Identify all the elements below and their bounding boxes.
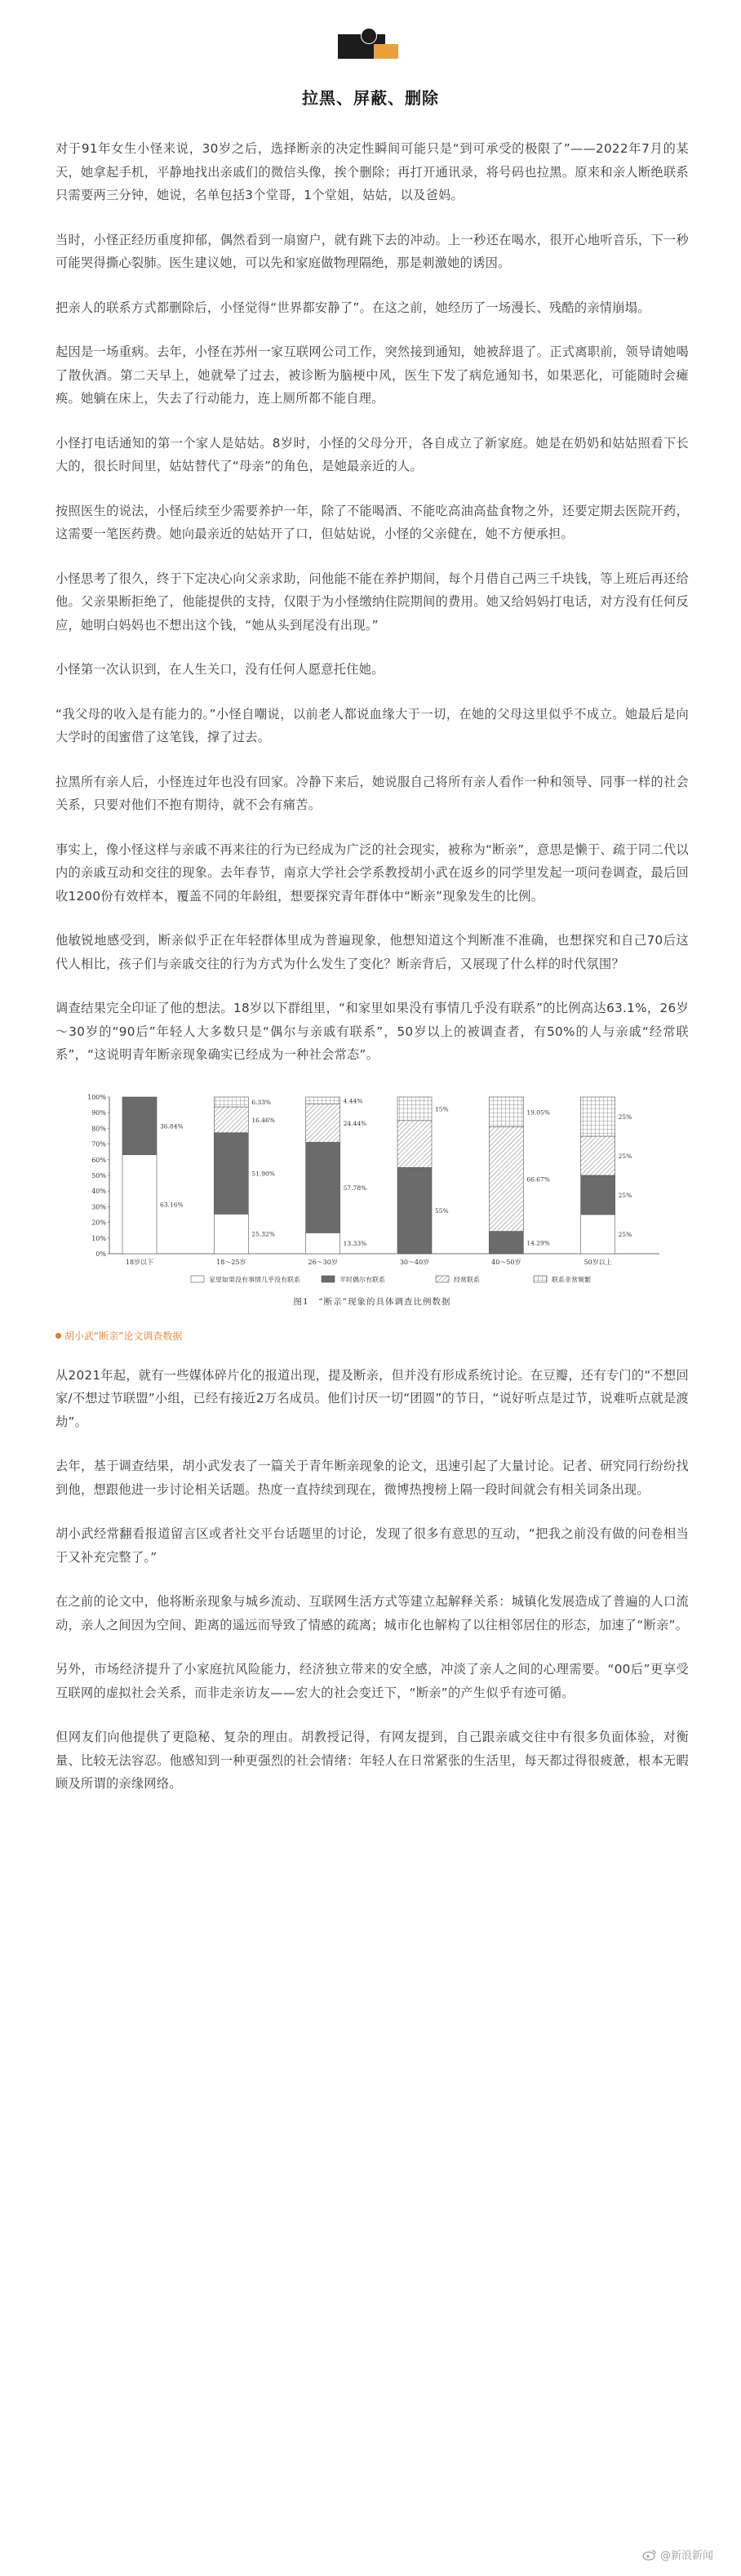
paragraph: 胡小武经常翻看报道留言区或者社交平台话题里的讨论，发现了很多有意思的互动，“把我之前没有做的问卷相当于又补充完整了。” <box>55 1526 689 1565</box>
data-label: 55% <box>435 1206 449 1215</box>
y-tick-label: 70% <box>91 1140 106 1148</box>
y-tick-label: 100% <box>87 1093 106 1101</box>
data-label: 25% <box>618 1152 632 1160</box>
x-tick-label: 40～50岁 <box>491 1258 521 1266</box>
article-body <box>55 137 689 1817</box>
data-label: 24.44% <box>343 1119 367 1127</box>
bar-segment <box>214 1096 248 1106</box>
bar-segment <box>581 1097 615 1136</box>
bar-segment <box>397 1167 432 1254</box>
paragraph: 但网友们向他提供了更隐秘、复杂的理由。胡教授记得，有网友提到，自己跟亲戚交往中有很多负面体验，对衡量、比较无法容忍。他感知到一种更强烈的社会情绪：年轻人在日常紧张的生活里，每天都过得很疲惫，根本无暇顾及所谓的亲缘网络。 <box>55 1730 689 1791</box>
bar-segment <box>581 1215 615 1254</box>
paragraph: 调查结果完全印证了他的想法。18岁以下群组里，“和家里如果没有事情几乎没有联系”的比例高达63.1%，26岁～30岁的“90后”年轻人大多数只是“偶尔与亲戚有联系”，50岁以上的被调查者，有50%的人与亲戚“经常联系”，“这说明青年断亲现象确实已经成为一种社会常态”。 <box>55 1001 689 1062</box>
bar-segment <box>489 1231 523 1253</box>
bar-segment <box>306 1232 340 1254</box>
legend-swatch <box>322 1276 335 1282</box>
data-label: 4.44% <box>343 1096 363 1104</box>
weibo-icon <box>642 2549 657 2560</box>
paragraph: 当时，小怪正经历重度抑郁，偶然看到一扇窗户，就有跳下去的冲动。上一秒还在喝水，很开心地听音乐，下一秒可能哭得撕心裂肺。医生建议她，可以先和家庭做物理隔绝，那是刺激她的诱因。 <box>55 232 689 270</box>
y-tick-label: 30% <box>91 1202 106 1210</box>
x-tick-label: 50岁以上 <box>583 1258 612 1266</box>
data-label: 19.05% <box>526 1108 550 1116</box>
data-label: 57.78% <box>343 1184 367 1192</box>
bar-segment <box>397 1097 432 1121</box>
x-tick-label: 18岁以下 <box>125 1258 154 1266</box>
paragraph: 事实上，像小怪这样与亲戚不再来往的行为已经成为广泛的社会现实，被称为“断亲”，意思是懒于、疏于同二代以内的亲戚互动和交往的现象。去年春节，南京大学社会学系教授胡小武在返乡的同学里发起一项问卷调查，最后回收1200份有效样本，覆盖不同的年龄组，想要探究青年群体中“断亲”现象发生的比例。 <box>55 842 689 904</box>
bar-segment <box>581 1175 615 1215</box>
data-label: 6.33% <box>251 1098 272 1106</box>
stacked-bar-chart <box>77 1088 668 1294</box>
data-label: 66.67% <box>526 1175 550 1184</box>
data-label: 25% <box>618 1191 632 1199</box>
watermark <box>642 2547 713 2562</box>
paragraph: 按照医生的说法，小怪后续至少需要养护一年，除了不能喝酒、不能吃高油高盐食物之外，还要定期去医院开药，这需要一笔医药费。她向最亲近的姑姑开了口，但姑姑说，小怪的父亲健在，她不方便承担。 <box>55 503 689 541</box>
paragraph: 小怪第一次认识到，在人生关口，没有任何人愿意托住她。 <box>55 662 384 677</box>
y-tick-label: 10% <box>91 1234 106 1242</box>
paragraph: 他敏锐地感受到，断亲似乎正在年轻群体里成为普遍现象，他想知道这个判断准不准确，也想探究和自己70后这代人相比，孩子们与亲戚交往的行为方式为什么发生了变化？断亲背后，又展现了什么样的时代氛围？ <box>55 933 689 971</box>
paragraph: 小怪思考了很久，终于下定决心向父亲求助，问他能不能在养护期间，每个月借自己两三千块钱，等上班后再还给他。父亲果断拒绝了，他能提供的支持，仅限于为小怪缴纳住院期间的费用。她又给妈妈打电话，对方没有任何反应，她明白妈妈也不想出这个钱，“她从头到尾没有出现。” <box>55 571 689 633</box>
data-label: 25% <box>618 1230 632 1238</box>
article-title: 拉黑、屏蔽、删除 <box>302 88 439 108</box>
chart-source-text: 胡小武“断亲”论文调查数据 <box>64 1330 183 1342</box>
legend-label: 经常联系 <box>454 1276 480 1283</box>
data-label: 14.29% <box>526 1238 550 1246</box>
bar-segment <box>581 1136 615 1175</box>
paragraph: 另外，市场经济提升了小家庭抗风险能力，经济独立带来的安全感，冲淡了亲人之间的心理需要。“00后”更享受互联网的虚拟社会关系，而非走亲访友——宏大的社会变迁下，“断亲”的产生似乎有迹可循。 <box>55 1662 689 1700</box>
paragraph: “我父母的收入是有能力的。”小怪自嘲说，以前老人都说血缘大于一切，在她的父母这里似乎不成立。她最后是向大学时的闺蜜借了这笔钱，撑了过去。 <box>55 706 689 744</box>
chart-figure <box>55 1088 689 1308</box>
bar-segment <box>489 1096 523 1126</box>
bar-segment <box>214 1132 248 1214</box>
bar-segment <box>306 1142 340 1232</box>
data-label: 25.32% <box>251 1230 275 1238</box>
bar-segment <box>122 1154 157 1253</box>
paragraph: 从2021年起，就有一些媒体碎片化的报道出现，提及断亲，但并没有形成系统讨论。在豆瓣，还有专门的“不想回家/不想过节联盟”小组，已经有接近2万名成员。他们讨厌一切“团圆”的节日，“说好听点是过节，说难听点就是渡劫”。 <box>55 1367 689 1429</box>
legend-label: 家里如果没有事情几乎没有联系 <box>209 1276 300 1283</box>
y-tick-label: 60% <box>91 1156 106 1164</box>
legend-swatch <box>534 1276 547 1282</box>
data-label: 15% <box>435 1104 449 1113</box>
legend-label: 联系非常频繁 <box>552 1276 591 1283</box>
chart-caption: 图1 “断亲”现象的具体调查比例数据 <box>293 1296 451 1307</box>
y-tick-label: 0% <box>95 1250 106 1258</box>
paragraph: 起因是一场重病。去年，小怪在苏州一家互联网公司工作，突然接到通知，她被辞退了。正式离职前，领导请她喝了散伙酒。第二天早上，她就晕了过去，被诊断为脑梗中风，医生下发了病危通知书，如果恶化，可能随时会瘫痪。她躺在床上，失去了行动能力，连上厕所都不能自理。 <box>55 344 689 406</box>
y-tick-label: 90% <box>91 1108 106 1117</box>
data-label: 51.90% <box>251 1170 275 1178</box>
chart-source <box>55 1329 689 1343</box>
bar-segment <box>214 1107 248 1133</box>
paragraph: 小怪打电话通知的第一个家人是姑姑。8岁时，小怪的父母分开，各自成立了新家庭。她是在奶奶和姑姑照看下长大的，很长时间里，姑姑替代了“母亲”的角色，是她最亲近的人。 <box>55 435 689 473</box>
source-dot-icon <box>55 1333 61 1339</box>
data-label: 25% <box>618 1113 632 1121</box>
paragraph: 把亲人的联系方式都删除后，小怪觉得“世界都安静了”。在这之前，她经历了一场漫长、残酷的亲情崩塌。 <box>55 300 650 315</box>
legend-swatch <box>436 1276 449 1282</box>
legend-swatch <box>191 1276 204 1282</box>
bar-segment <box>489 1126 523 1231</box>
bar-segment <box>122 1097 157 1155</box>
legend-label: 平时偶尔有联系 <box>339 1276 385 1283</box>
logo-icon <box>333 24 408 62</box>
x-tick-label: 30～40岁 <box>399 1258 430 1266</box>
x-tick-label: 26～30岁 <box>308 1258 338 1266</box>
x-tick-label: 18～25岁 <box>216 1258 246 1266</box>
paragraph: 拉黑所有亲人后，小怪连过年也没有回家。冷静下来后，她说服自己将所有亲人看作一种和领导、同事一样的社会关系，只要对他们不抱有期待，就不会有痛苦。 <box>55 774 689 812</box>
data-label: 16.46% <box>251 1116 275 1124</box>
bar-segment <box>397 1120 432 1167</box>
y-tick-label: 40% <box>91 1187 106 1195</box>
bar-segment <box>306 1097 340 1104</box>
y-tick-label: 80% <box>91 1124 106 1132</box>
bar-segment <box>214 1214 248 1254</box>
data-label: 63.16% <box>160 1200 184 1208</box>
bar-segment <box>306 1104 340 1142</box>
paragraph: 去年，基于调查结果，胡小武发表了一篇关于青年断亲现象的论文，迅速引起了大量讨论。记者、研究同行纷纷找到他，想跟他进一步讨论相关话题。热度一直持续到现在，微博热搜榜上隔一段时间就会有相关词条出现。 <box>55 1459 689 1497</box>
y-tick-label: 20% <box>91 1219 106 1227</box>
data-label: 13.33% <box>343 1239 367 1247</box>
data-label: 36.84% <box>160 1121 184 1130</box>
paragraph: 在之前的论文中，他将断亲现象与城乡流动、互联网生活方式等建立起解释关系：城镇化发展造成了普遍的人口流动，亲人之间因为空间、距离的遥远而导致了情感的疏离；城市化也解构了以往相邻居住的形态，加速了“断亲”。 <box>55 1594 689 1632</box>
article-paragraphs <box>55 137 689 1067</box>
paragraph: 对于91年女生小怪来说，30岁之后，选择断亲的决定性瞬间可能只是“到可承受的极限了”——2022年7月的某天，她拿起手机，平静地找出亲戚们的微信头像，挨个删除；再打开通讯录，将号码也拉黑。原来和亲人断绝联系只需要两三分钟，她说，名单包括3个堂哥，1个堂姐，姑姑，以及爸妈。 <box>55 141 689 202</box>
watermark-text: @新浪新闻 <box>659 2550 713 2562</box>
y-tick-label: 50% <box>91 1171 106 1179</box>
article-paragraphs-after <box>55 1364 689 1796</box>
